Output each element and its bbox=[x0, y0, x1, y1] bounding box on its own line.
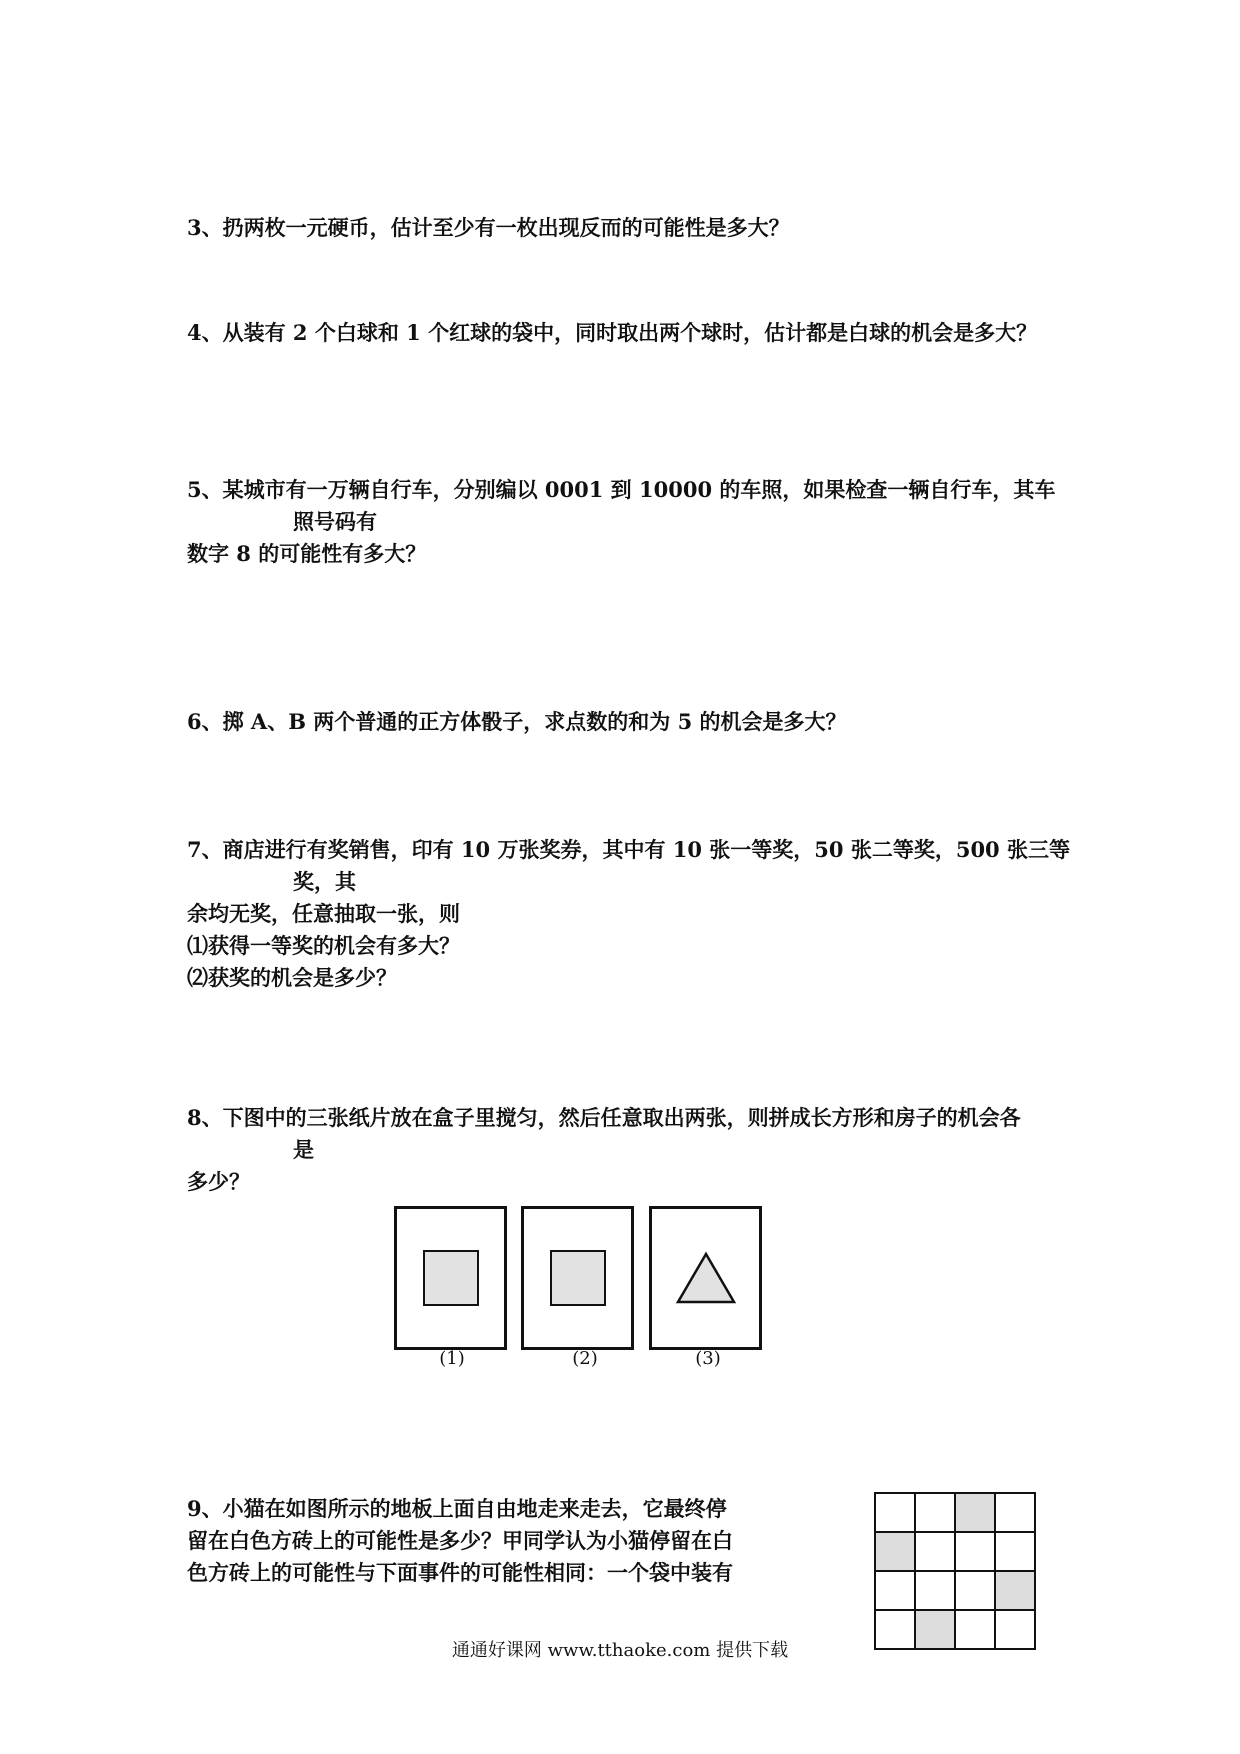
floor-tile bbox=[915, 1493, 955, 1532]
question-5-line-2: 照号码有 bbox=[293, 509, 377, 534]
floor-tile bbox=[915, 1571, 955, 1610]
question-7-part-1: ⑴获得一等奖的机会有多大？ bbox=[187, 933, 460, 958]
floor-tile bbox=[875, 1493, 915, 1532]
triangle-shape bbox=[675, 1251, 737, 1305]
question-9-line-1: 9、小猫在如图所示的地板上面自由地走来走去，它最终停 bbox=[187, 1496, 727, 1521]
paper-card-2 bbox=[521, 1206, 634, 1350]
question-9-line-2: 留在白色方砖上的可能性是多少？甲同学认为小猫停留在白 bbox=[187, 1528, 733, 1553]
question-6: 6、掷 A、B 两个普通的正方体骰子，求点数的和为 5 的机会是多大？ bbox=[187, 709, 847, 734]
floor-tile-gray bbox=[955, 1493, 995, 1532]
question-9 bbox=[187, 1493, 733, 1589]
floor-tile bbox=[955, 1532, 995, 1571]
floor-tile bbox=[955, 1571, 995, 1610]
floor-tile-grid bbox=[874, 1492, 1036, 1650]
question-5-line-1: 5、某城市有一万辆自行车，分别编以 0001 到 10000 的车照，如果检查一辆自行车，其车 bbox=[187, 477, 1056, 502]
paper-card-1 bbox=[394, 1206, 507, 1350]
question-7-line-3: 余均无奖，任意抽取一张，则 bbox=[187, 901, 460, 926]
question-7-part-2: ⑵获奖的机会是多少？ bbox=[187, 965, 397, 990]
question-5-line-3: 数字 8 的可能性有多大？ bbox=[187, 541, 427, 566]
floor-tile-gray bbox=[875, 1532, 915, 1571]
paper-card-3 bbox=[649, 1206, 762, 1350]
question-4: 4、从装有 2 个白球和 1 个红球的袋中，同时取出两个球时，估计都是白球的机会是多大？ bbox=[187, 320, 1038, 345]
question-8-line-3: 多少？ bbox=[187, 1169, 250, 1194]
question-3: 3、扔两枚一元硬币，估计至少有一枚出现反而的可能性是多大？ bbox=[187, 215, 790, 240]
square-shape bbox=[423, 1250, 479, 1306]
question-8 bbox=[187, 1102, 1021, 1198]
card-label-1: (1) bbox=[439, 1348, 465, 1369]
question-5 bbox=[187, 474, 1055, 570]
floor-tile bbox=[995, 1493, 1035, 1532]
floor-tile bbox=[915, 1532, 955, 1571]
floor-tile bbox=[995, 1532, 1035, 1571]
question-7 bbox=[187, 834, 1070, 994]
question-9-line-3: 色方砖上的可能性与下面事件的可能性相同：一个袋中装有 bbox=[187, 1560, 733, 1585]
card-label-2: (2) bbox=[572, 1348, 598, 1369]
question-7-line-2: 奖，其 bbox=[293, 869, 356, 894]
footer-source: 通通好课网 www.tthaoke.com 提供下载 bbox=[451, 1640, 789, 1661]
floor-tile bbox=[875, 1571, 915, 1610]
question-8-line-1: 8、下图中的三张纸片放在盒子里搅匀，然后任意取出两张，则拼成长方形和房子的机会各 bbox=[187, 1105, 1021, 1130]
question-8-line-2: 是 bbox=[293, 1137, 314, 1162]
question-7-line-1: 7、商店进行有奖销售，印有 10 万张奖券，其中有 10 张一等奖，50 张二等奖，500 张三等 bbox=[187, 837, 1070, 862]
card-label-3: (3) bbox=[695, 1348, 721, 1369]
floor-tile-gray bbox=[995, 1571, 1035, 1610]
square-shape bbox=[550, 1250, 606, 1306]
